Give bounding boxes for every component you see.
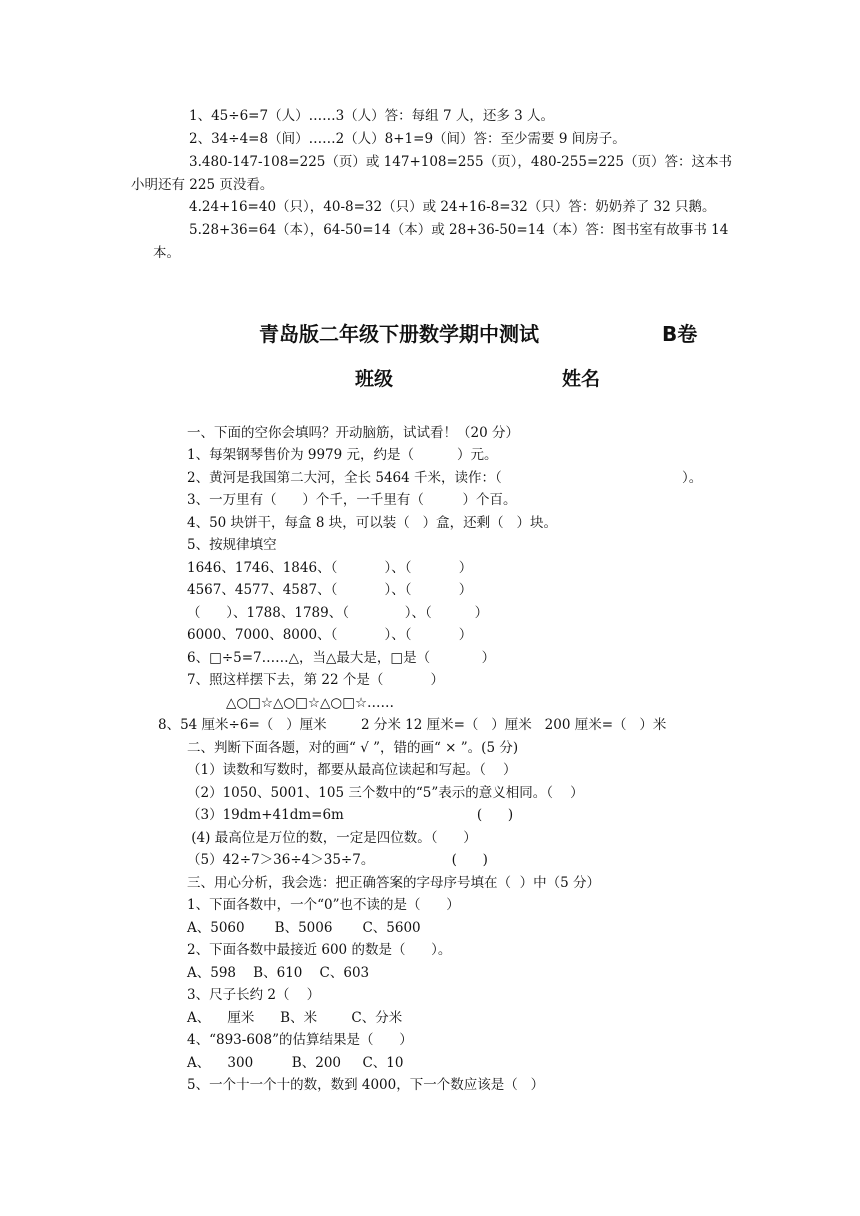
question-1-3: 3、一万里有（ ）个千，一千里有（ ）个百。 — [187, 492, 517, 508]
choice-question-5: 5、一个十一个十的数，数到 4000，下一个数应该是（ ） — [187, 1077, 545, 1093]
choice-question-4: 4、“893-608”的估算结果是（ ） — [187, 1032, 413, 1048]
name-label: 姓名 — [562, 368, 601, 390]
question-1-5: 5、按规律填空 — [187, 537, 277, 553]
answer-line-4: 4.24+16=40（只），40-8=32（只）或 24+16-8=32（只）答：奶奶养了 32 只鹅。 — [189, 199, 716, 215]
answer-line-3-cont: 小明还有 225 页没看。 — [131, 177, 274, 193]
answer-line-5-cont: 本。 — [153, 245, 180, 261]
choice-options-1: A、5060 B、5006 C、5600 — [187, 920, 421, 936]
answer-line-3: 3.480-147-108=225（页）或 147+108=255（页），480-255=225（页）答：这本书 — [189, 154, 733, 170]
question-1-7: 7、照这样摆下去，第 22 个是（ ） — [187, 672, 445, 688]
judge-item-4: (4) 最高位是万位的数，一定是四位数。（ ） — [187, 830, 477, 846]
answer-line-5: 5.28+36=64（本），64-50=14（本）或 28+36-50=14（本）答：图书室有故事书 14 — [189, 222, 729, 238]
judge-item-2: （2）1050、5001、105 三个数中的“5”表示的意义相同。（ ） — [187, 785, 584, 801]
shape-pattern: △○□☆△○□☆△○□☆…… — [226, 695, 395, 711]
section1-heading: 一、下面的空你会填吗？开动脑筋，试试看！（20 分） — [187, 425, 519, 441]
answer-line-2: 2、34÷4=8（间）……2（人）8+1=9（间）答：至少需要 9 间房子。 — [189, 131, 626, 147]
pattern-row-3: （ ）、1788、1789、（ ）、（ ） — [187, 605, 489, 621]
choice-question-2: 2、下面各数中最接近 600 的数是（ ）。 — [187, 942, 452, 958]
pattern-row-2: 4567、4577、4587、（ ）、（ ） — [187, 582, 473, 598]
judge-item-1: （1）读数和写数时，都要从最高位读起和写起。（ ） — [187, 762, 517, 778]
question-1-4: 4、50 块饼干，每盒 8 块，可以装（ ）盒，还剩（ ）块。 — [187, 515, 557, 531]
judge-item-3: （3）19dm+41dm=6m ( ) — [187, 807, 514, 823]
choice-options-4: A、 300 B、200 C、10 — [187, 1055, 404, 1071]
question-1-1: 1、每架钢琴售价为 9979 元，约是（ ）元。 — [187, 447, 498, 463]
choice-question-1: 1、下面各数中，一个“0”也不读的是（ ） — [187, 897, 460, 913]
section3-heading: 三、用心分析，我会选：把正确答案的字母序号填在（ ）中（5 分） — [187, 875, 600, 891]
question-1-8: 8、54 厘米÷6=（ ）厘米 2 分米 12 厘米=（ ）厘米 200 厘米=（ ）米 — [158, 717, 667, 733]
exam-title: 青岛版二年级下册数学期中测试 — [259, 322, 539, 346]
choice-options-2: A、598 B、610 C、603 — [187, 965, 370, 981]
judge-item-5: （5）42÷7＞36÷4＞35÷7。 ( ) — [187, 852, 488, 868]
section2-heading: 二、判断下面各题，对的画“ √ ”，错的画“ × ”。(5 分) — [187, 740, 519, 756]
choice-options-3: A、 厘米 B、米 C、分米 — [187, 1010, 403, 1026]
answer-line-1: 1、45÷6=7（人）……3（人）答：每组 7 人，还多 3 人。 — [189, 108, 555, 124]
choice-question-3: 3、尺子长约 2（ ） — [187, 987, 321, 1003]
pattern-row-4: 6000、7000、8000、（ ）、（ ） — [187, 627, 473, 643]
question-1-6: 6、□÷5=7……△，当△最大是，□是（ ） — [187, 650, 496, 666]
pattern-row-1: 1646、1746、1846、（ ）、（ ） — [187, 560, 473, 576]
question-1-2: 2、黄河是我国第二大河，全长 5464 千米，读作：（ ）。 — [187, 470, 703, 486]
paper-label: B卷 — [662, 322, 698, 346]
class-label: 班级 — [355, 368, 394, 390]
